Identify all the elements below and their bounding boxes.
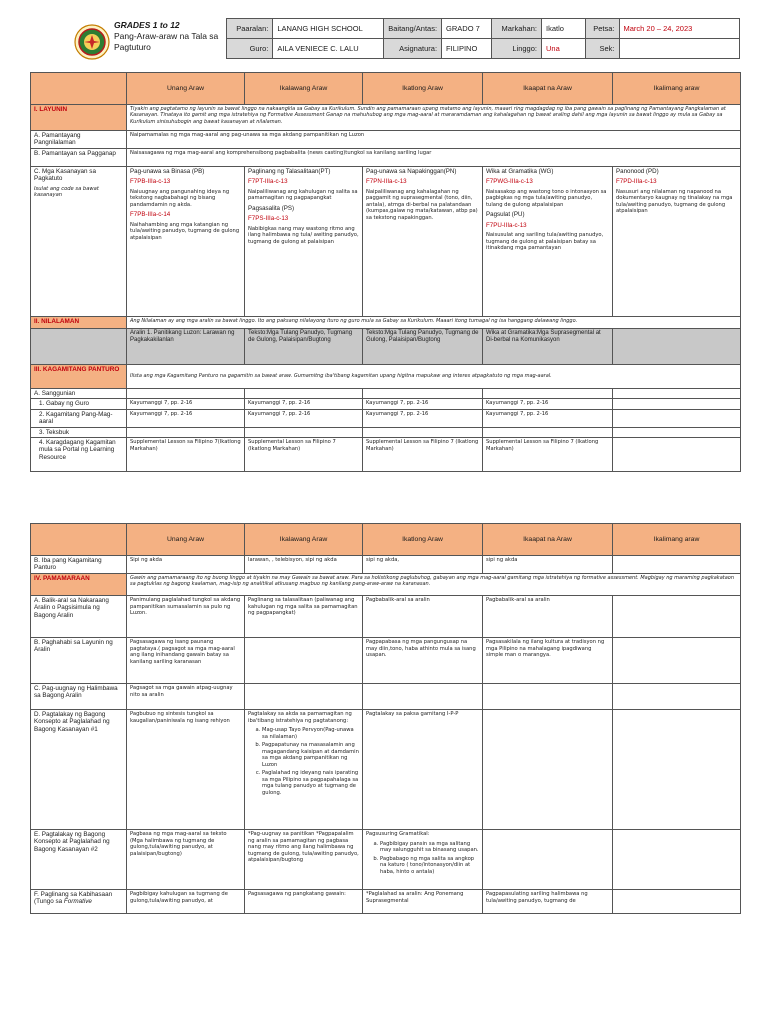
skill-heading: Pag-unawa sa Binasa (PB): [130, 168, 205, 175]
kagamitang-mag-aaral-label: 2. Kagamitang Pang-Mag-aaral: [31, 409, 127, 427]
subject-value: FILIPINO: [442, 39, 492, 59]
iba-day5: [613, 556, 741, 574]
nilalaman-day2: Teksto:Mga Tulang Panudyo, Tugmang de Gulong, Palaisipan/Bugtong: [245, 329, 363, 365]
balik-aral-day2: Paglinang sa talasalitaan (paliwanag ang kahulugan ng mga salita sa pamamagitan ng pagpapangkat): [245, 596, 363, 638]
quarter-label: Markahan:: [491, 19, 541, 39]
pag-uugnay-day4: [483, 684, 613, 710]
skill-text: Nabibigkas nang may wastong ritmo ang ilang halimbawa ng tula/ awiting panudyo, tugmang de gulong at palaisipan: [248, 225, 359, 245]
list-item: c. Paglalahad ng ideyang nais iparating sa mga Pilipino sa pagpapahalaga sa mga tulang panudyo at tugmang de gulong.: [262, 770, 359, 796]
pagtalakay-2-label: E. Pagtalakay ng Bagong Konsepto at Paglalahad ng Bagong Kasanayan #2: [31, 830, 127, 890]
pag-uugnay-day5: [613, 684, 741, 710]
kar-day4: Supplemental Lesson sa Filipino 7 (Ikatlong Markahan): [483, 438, 613, 472]
skill-heading: Wika at Gramatika (WG): [486, 168, 554, 175]
pang-day5: [613, 409, 741, 427]
pag-uugnay-day2: [245, 684, 363, 710]
skill-code: F7PD-IIIa-c-13: [616, 178, 657, 186]
pagtalakay-1-label: D. Pagtalakay ng Bagong Konsepto at Paglalahad ng Bagong Kasanayan #1: [31, 710, 127, 830]
teacher-value: AILA VENIECE C. LALU: [273, 39, 384, 59]
day1-header: Unang Araw: [127, 73, 245, 105]
nilalaman-blank: [31, 329, 127, 365]
nilalaman-day4: Wika at Gramatika:Mga Suprasegmental at Di-berbal na Komunikasyon: [483, 329, 613, 365]
day1-header: Unang Araw: [127, 524, 245, 556]
gabay-day4: Kayumanggi 7, pp. 2-16: [483, 399, 613, 409]
paglinang-kabihasaan-label: F. Paglinang sa Kabihasaan (Tungo sa: [34, 891, 113, 906]
subject-label: Asignatura:: [384, 39, 442, 59]
skill-heading: Pagsulat (PU): [486, 211, 525, 219]
skill-heading: Panonood (PD): [616, 168, 659, 175]
day3-header: Ikatlong Araw: [363, 524, 483, 556]
skill-heading: Paglinang ng Talasalitaan(PT): [248, 168, 331, 175]
skill-text: Naiuugnay ang pangunahing ideya ng tekstong nagbabahagi ng bisang pandamdamin ng akda.: [130, 188, 230, 208]
gramatikal-intro: Pagsusuring Gramatikal:: [366, 831, 430, 837]
pagtalakay-1-day5: [613, 710, 741, 830]
skill-code: F7PB-IIIa-c-13: [130, 178, 171, 186]
pamamaraan-label: IV. PAMAMARAAN: [31, 574, 127, 596]
paghahabi-day5: [613, 638, 741, 684]
pag-uugnay-day3: [363, 684, 483, 710]
skill-text: Naisasakop ang wastong tono o intonasyon sa pagbigkas ng mga tula/awiting panudyo, tulang de gulong atpalaisipan: [486, 188, 607, 208]
nilalaman-text: Ang Nilalaman ay ang mga aralin sa bawat linggo. Ito ang paksang nilalayong ituro ng guro mula sa Gabay sa Kurikulum. Maaari itong tumagal ng isa hanggang dalawang linggo.: [127, 317, 741, 329]
level-value: GRADO 7: [442, 19, 492, 39]
teksbuk-label: 3. Teksbuk: [31, 427, 127, 437]
day4-header: Ikaapat na Araw: [483, 524, 613, 556]
kar-day3: Supplemental Lesson sa Filipino 7 (Ikatlong Markahan): [363, 438, 483, 472]
lesson-table-page2: [30, 523, 741, 914]
section-label: Sek:: [586, 39, 619, 59]
kasanayan-day1: [127, 167, 245, 317]
pagtalakay-1-day1: Pagbubuo ng sintesis tungkol sa kaugalian/paniniwala ng isang rehiyon: [127, 710, 245, 830]
lesson-table-page1: [30, 72, 741, 472]
kar-day5: [613, 438, 741, 472]
day4-header: Ikaapat na Araw: [483, 73, 613, 105]
skill-code: F7PWG-IIIa-c-13: [486, 178, 533, 186]
list-item: a. Pagbibigay pansin sa mga salitang may salungguhit sa binasang usapan.: [380, 841, 479, 854]
skill-code: F7PN-IIIa-c-13: [366, 178, 407, 186]
pamantayan-pagganap-label: B. Pamantayan sa Pagganap: [31, 149, 127, 167]
deped-seal-icon: [74, 24, 110, 60]
week-value: Una: [541, 39, 585, 59]
list-item: b. Pagpapatunay na masasalamin ang magagandang kaisipan at damdamin sa mga akdang pampanitikan ng Luzon: [262, 742, 359, 768]
school-label: Paaralan:: [227, 19, 273, 39]
kasanayan-day5: [613, 167, 741, 317]
kasanayan-label-cell: [31, 167, 127, 317]
pamantayang-pangnilalaman-label: A. Pamantayang Pangnilalaman: [31, 131, 127, 149]
corner-header: [31, 73, 127, 105]
layunin-label: I. LAYUNIN: [31, 105, 127, 131]
paghahabi-day3: Pagpapabasa ng mga pangungusap na may diin,tono, haba athinto mula sa isang usapan.: [363, 638, 483, 684]
iba-day3: sipi ng akda,: [363, 556, 483, 574]
paglinang-day5: [613, 890, 741, 914]
formative-label: Formative: [63, 898, 92, 906]
karagdagang-kagamitan-label: 4. Karagdagang Kagamitan mula sa Portal ng Learning Resource: [31, 438, 127, 472]
kasanayan-day4: [483, 167, 613, 317]
pagtalakay-1-day2: [245, 710, 363, 830]
pagtalakay-2-day4: [483, 830, 613, 890]
pagtalakay-2-day1: Pagbasa ng mga mag-aaral sa teksto (Mga halimbawa ng tugmang de gulong,tula/awiting panudyo, at palaisipan/bugtong): [127, 830, 245, 890]
skill-code: F7PT-IIIa-c-13: [248, 178, 288, 186]
skill-text: Naipaliliwanag ang kahalagahan ng paggamit ng suprasegmental (tono, diin, antala), atmga di-berbal na palatandaan (kumpas,galaw ng mata/katawan, atbp pa) sa tekstong napakinggan.: [366, 188, 478, 221]
nilalaman-day1: Aralin 1. Panitikang Luzon: Larawan ng Pagkakakilanlan: [127, 329, 245, 365]
date-value: March 20 – 24, 2023: [619, 19, 740, 39]
balik-aral-day1: Panimulang paglalahad tungkol sa akdang pampanitikan sumasalamin sa pulo ng Luzon.: [127, 596, 245, 638]
iba-day1: Sipi ng akda: [127, 556, 245, 574]
pagtanong-list: [262, 727, 359, 796]
paglinang-kabihasaan-label-cell: [31, 890, 127, 914]
gabay-day1: Kayumanggi 7, pp. 2-16: [127, 399, 245, 409]
paglinang-day1: Pagbibigay kahulugan sa tugmang de gulong,tula/awiting panudyo, at: [127, 890, 245, 914]
skill-heading: Pag-unawa sa Napakinggan(PN): [366, 168, 457, 175]
iba-day4: sipi ng akda: [483, 556, 613, 574]
day3-header: Ikatlong Araw: [363, 73, 483, 105]
balik-aral-day3: Pagbabalik-aral sa aralin: [363, 596, 483, 638]
pagtalakay-2-day5: [613, 830, 741, 890]
skill-text: Naisusulat ang sariling tula/awiting panudyo, tugmang de gulong at palaisipan batay sa itinakdang mga pamantayan: [486, 232, 604, 252]
nilalaman-label: II. NILALAMAN: [31, 317, 127, 329]
quarter-value: Ikatlo: [541, 19, 585, 39]
iba-pang-kagamitan-label: B. Iba pang Kagamitang Panturo: [31, 556, 127, 574]
header-meta-table: [226, 18, 740, 59]
paglinang-day3: *Paglalahad sa aralin: Ang Ponemang Suprasegmental: [363, 890, 483, 914]
grade-title-block: [114, 20, 224, 53]
day2-header: Ikalawang Araw: [245, 524, 363, 556]
pag-uugnay-label: C. Pag-uugnay ng Halimbawa sa Bagong Aralin: [31, 684, 127, 710]
layunin-text: Tiyakin ang pagtatamo ng layunin sa bawat linggo na nakaangkla sa Gabay sa Kurikulum. Sundin ang pamamaraan upang matamo ang layunin, maaari ring magdagdag ng iba pang gawain sa paglinang ng Pamantayang Pangkalaman at Kasanayan. Tinataya ito gamit ang mga istratehiya ng Formative Assessment Ganap na mahuhubog ang mga mag-aaral at mararamdaman ang kahalagahan ng bawat araling dahil ang mga layunin sa bawat linggo ay mula sa Gabay sa Kurikulum sinisuhubogin ang bawat kasanayan at nilalaman.: [127, 105, 741, 131]
paghahabi-label: B. Paghahabi sa Layunin ng Aralin: [31, 638, 127, 684]
level-label: Baitang/Antas:: [384, 19, 442, 39]
balik-aral-day5: [613, 596, 741, 638]
gabay-day5: [613, 399, 741, 409]
kar-day1: Supplemental Lesson sa Filipino 7(Ikatlong Markahan): [127, 438, 245, 472]
pag-uugnay-day1: Pagsagot sa mga gawain atpag-uugnay nito sa aralin: [127, 684, 245, 710]
balik-aral-label: A. Balik-aral sa Nakaraang Aralin o Pagsisimula ng Bagong Aralin: [31, 596, 127, 638]
section-value: [619, 39, 740, 59]
pamantayan-pagganap-text: Naisasagawa ng mga mag-aaral ang komprehensibong pagbabalita (news casting)tungkol sa kanilang sariling lugar: [127, 149, 741, 167]
pamamaraan-text: Gawin ang pamamaraang ito ng buong linggo at tiyakin na may Gawain sa bawat araw. Para sa holistikong paglubuhog, gabayan ang mga mag-aaral gamitang mga istratehiya ng formative assessment. Magbigay ng maraming pagkakataon sa pagtuklas ng bagong kaalaman, mag-isip ng analitikal atkusang magbuo ng kanilang pang-araw-araw na karanasan.: [127, 574, 741, 596]
skill-text: Nasusuri ang nilalaman ng napanood na dokumentaryo kaugnay ng tinalakay na mga tula/awiting panudyo, tugmang de gulong atpalaisipan: [616, 188, 733, 215]
skill-code: F7PU-IIIa-c-13: [486, 221, 527, 229]
sanggunian-label: A. Sanggunian: [31, 389, 127, 399]
pagtalakay-intro: Pagtalakay sa akda sa pamamagitan ng iba'tibang istratehiya ng pagtatanong:: [248, 711, 352, 724]
document-title: Pang-Araw-araw na Tala sa Pagtuturo: [114, 31, 219, 52]
paghahabi-day1: Pagsasagawa ng isang paunang pagtataya.( pagsagot sa mga mag-aaral ang ilang inihandang gawain batay sa kanilang sariling karanasan: [127, 638, 245, 684]
gramatikal-list: [380, 841, 479, 876]
paglinang-day2: Pagsasagawa ng pangkatang gawain:: [245, 890, 363, 914]
paglinang-day4: Pagpapasulating sariling halimbawa ng tula/awiting panudyo, tugmang de: [483, 890, 613, 914]
pang-day3: Kayumanggi 7, pp. 2-16: [363, 409, 483, 427]
pang-day4: Kayumanggi 7, pp. 2-16: [483, 409, 613, 427]
kasanayan-label: C. Mga Kasanayan sa Pagkatuto: [34, 168, 96, 183]
pagtalakay-2-day3: [363, 830, 483, 890]
paghahabi-day4: Pagsasakilala ng ilang kultura at tradisyon ng mga Pilipino na mahalagang ipagdiwang simple man o marangya.: [483, 638, 613, 684]
kasanayan-day3: [363, 167, 483, 317]
skill-text: Naipaliliwanag ang kahulugan ng salita sa pamamagitan ng pagpapangkat: [248, 188, 358, 202]
skill-code: F7PS-IIIa-c-13: [248, 215, 289, 223]
kar-day2: Supplemental Lesson sa Filipino 7 (Ikatlong Markahan): [245, 438, 363, 472]
gabay-day2: Kayumanggi 7, pp. 2-16: [245, 399, 363, 409]
pang-day1: Kayumanggi 7, pp. 2-16: [127, 409, 245, 427]
pamantayang-pangnilalaman-text: Naipamamalas ng mga mag-aaral ang pag-unawa sa mga akdang pampanitikan ng Luzon: [127, 131, 741, 149]
pang-day2: Kayumanggi 7, pp. 2-16: [245, 409, 363, 427]
kagamitang-text: Ilista ang mga Kagamitang Panturo na gagamitin sa bawat araw. Gumamitng iba'tibang kagamitan upang higitna mapukaw ang interes atpagkatuto ng mga mag-aaral.: [127, 365, 741, 389]
pagtalakay-2-day2: *Pag-uugnay sa panitikan *Pagpapalalim ng aralin sa pamamagitan ng pagbasa nang may ritmo ang ilang halimbawa ng tugmang de gulong, tula/awiting panudyo, atpalaisipan/bugtong: [245, 830, 363, 890]
skill-text: Naihahambing ang mga katangian ng tula/awiting panudyo, tugmang de gulong atpalaisipan: [130, 221, 240, 241]
gabay-day3: Kayumanggi 7, pp. 2-16: [363, 399, 483, 409]
document-header: [30, 18, 740, 66]
day5-header: Ikalimang araw: [613, 524, 741, 556]
skill-code: F7PB-IIIa-c-14: [130, 211, 171, 219]
skill-heading: Pagsasalita (PS): [248, 204, 295, 212]
pagtalakay-1-day4: [483, 710, 613, 830]
corner-header: [31, 524, 127, 556]
nilalaman-day5: [613, 329, 741, 365]
paghahabi-day2: [245, 638, 363, 684]
kagamitang-label: III. KAGAMITANG PANTURO: [31, 365, 127, 389]
list-item: a. Mag-usap Tayo Pervyon(Pag-unawa sa nilalaman): [262, 727, 359, 740]
gabay-guro-label: 1. Gabay ng Guro: [31, 399, 127, 409]
school-value: LANANG HIGH SCHOOL: [273, 19, 384, 39]
week-label: Linggo:: [491, 39, 541, 59]
list-item: b. Pagbabago ng mga salita sa angkop na katuro ( tono/intonasyon/diin at haba, hinto o antala): [380, 856, 479, 876]
iba-day2: larawan, , telebisyon, sipi ng akda: [245, 556, 363, 574]
day2-header: Ikalawang Araw: [245, 73, 363, 105]
kasanayan-note: Isulat ang code sa bawat kasanayan: [34, 185, 99, 199]
day5-header: Ikalimang araw: [613, 73, 741, 105]
teacher-label: Guro:: [227, 39, 273, 59]
grade-range: GRADES 1 to 12: [114, 20, 180, 30]
nilalaman-day3: Teksto:Mga Tulang Panudyo, Tugmang de Gulong, Palaisipan/Bugtong: [363, 329, 483, 365]
balik-aral-day4: Pagbabalik-aral sa aralin: [483, 596, 613, 638]
kasanayan-day2: [245, 167, 363, 317]
pagtalakay-1-day3: Pagtalakay sa paksa gamitang I-P-P: [363, 710, 483, 830]
date-label: Petsa:: [586, 19, 619, 39]
